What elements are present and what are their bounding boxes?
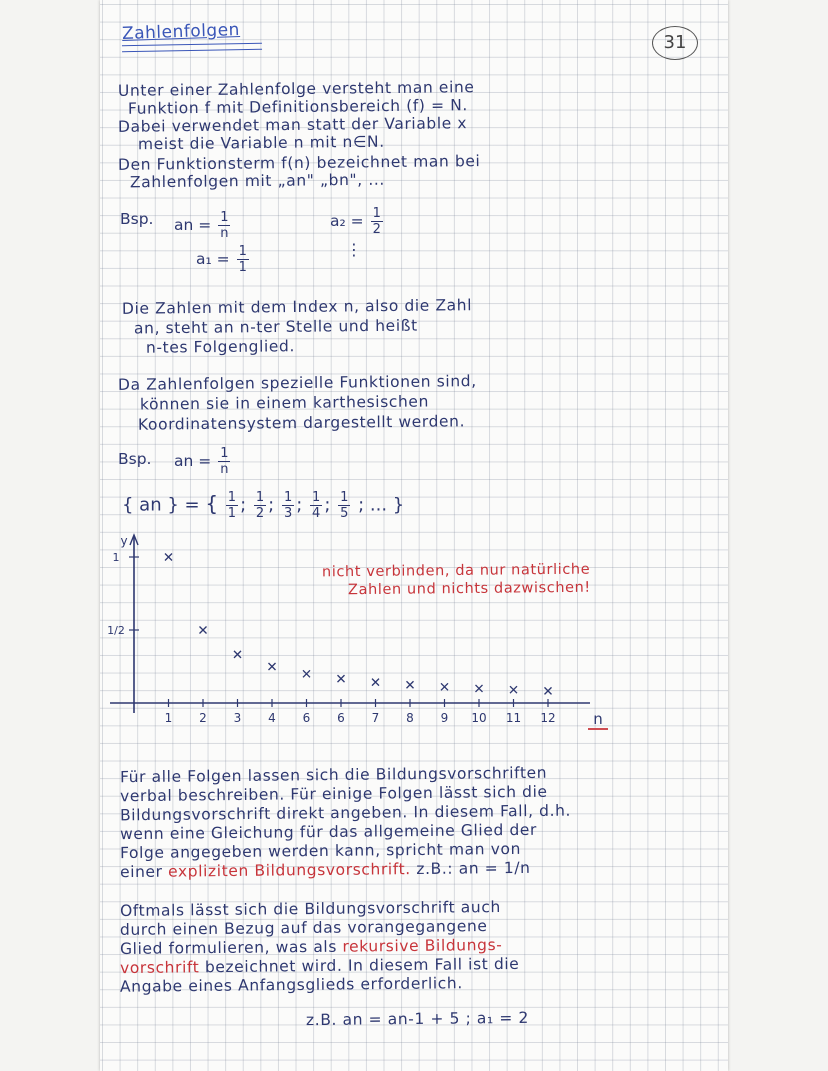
example1-a2-lhs: a₂ = bbox=[330, 212, 364, 230]
explicit-highlight: expliziten Bildungsvorschrift. bbox=[168, 860, 411, 881]
fraction-numerator: 1 bbox=[312, 490, 321, 505]
annotation-line-1: nicht verbinden, da nur natürliche bbox=[321, 561, 591, 581]
index-line-2: an, steht an n-ter Stelle und heißt bbox=[133, 316, 418, 338]
function-line-2: können sie in einem karthesischen bbox=[139, 392, 430, 414]
explicit-example: z.B.: an = 1/n bbox=[416, 858, 531, 879]
x-tick-label: 11 bbox=[505, 711, 522, 725]
fraction-denominator: n bbox=[220, 462, 229, 477]
fraction-denominator: 1 bbox=[227, 506, 237, 521]
index-line-3: n-tes Folgenglied. bbox=[145, 337, 296, 357]
example1-a1-lhs: a₁ = bbox=[196, 250, 230, 268]
example1-label: Bsp. bbox=[120, 210, 154, 228]
x-tick-label: 1 bbox=[164, 711, 173, 725]
explicit-line-4: wenn eine Gleichung für das allgemeine Glied der bbox=[119, 820, 538, 844]
x-tick-label: 12 bbox=[540, 711, 556, 725]
annotation-line-2: Zahlen und nichts dazwischen! bbox=[347, 579, 591, 599]
graph-axes bbox=[110, 534, 608, 729]
example2-set: { an } = { $\frac{1}{1}$ ; $\frac{1}{2}$ ; $\frac{1}{3}$ ; $\frac{1}{4}$ ; $\frac{1}{5}$ ; ... } bbox=[122, 490, 405, 521]
x-tick-label: 7 bbox=[371, 711, 380, 725]
data-point-x-mark bbox=[510, 686, 517, 693]
fraction-denominator: 1 bbox=[238, 260, 247, 275]
example1-an-lhs: an = bbox=[174, 216, 212, 234]
data-point-x-mark bbox=[234, 651, 241, 658]
y-axis-label: y bbox=[120, 534, 128, 548]
fraction-denominator: 3 bbox=[283, 506, 293, 521]
notebook-page bbox=[100, 0, 728, 1071]
fraction-denominator: 4 bbox=[312, 506, 321, 521]
set-open-brace: { bbox=[205, 491, 219, 516]
explicit-line-1: Für alle Folgen lassen sich die Bildungsvorschriften bbox=[119, 763, 548, 787]
intro-line-2: Funktion f mit Definitionsbereich (f) = N. bbox=[127, 96, 468, 118]
fraction-numerator: 1 bbox=[220, 210, 229, 225]
data-point-x-mark bbox=[338, 675, 345, 682]
data-point-x-mark bbox=[200, 627, 207, 634]
x-tick-label: 8 bbox=[406, 711, 414, 725]
recursive-line-1: Oftmals lässt sich die Bildungsvorschrift auch bbox=[119, 898, 501, 920]
data-point-x-mark bbox=[476, 685, 483, 692]
recursive-suffix: bezeichnet wird. In diesem Fall ist die bbox=[204, 954, 520, 977]
fraction-denominator: 5 bbox=[340, 506, 349, 521]
x-tick-label: 9 bbox=[440, 711, 449, 725]
example2-label: Bsp. bbox=[118, 450, 152, 468]
data-point-x-mark bbox=[269, 663, 276, 670]
data-point-x-mark bbox=[303, 670, 310, 677]
example1-dots: ⋮ bbox=[346, 240, 362, 259]
recursive-example: z.B. an = an-1 + 5 ; a₁ = 2 bbox=[305, 1008, 529, 1030]
explicit-line-2: verbal beschreiben. Für einige Folgen lässt sich die bbox=[119, 782, 548, 806]
fraction-denominator: n bbox=[220, 226, 229, 241]
index-line-1: Die Zahlen mit dem Index n, also die Zahl bbox=[121, 296, 473, 318]
data-point-x-mark bbox=[372, 679, 379, 686]
recursive-line-5: Angabe eines Anfangsglieds erforderlich. bbox=[119, 974, 463, 996]
fraction-numerator: 1 bbox=[238, 244, 247, 259]
graph-ticks bbox=[107, 551, 555, 725]
page-title: Zahlenfolgen bbox=[121, 19, 241, 45]
recursive-highlight-1: rekursive Bildungs- bbox=[342, 935, 503, 956]
x-tick-label: 6 bbox=[337, 711, 345, 725]
x-tick-label: 6 bbox=[302, 711, 311, 725]
intro-line-6: Zahlenfolgen mit „an" „bn", ... bbox=[129, 170, 385, 192]
intro-line-1: Unter einer Zahlenfolge versteht man eine bbox=[117, 78, 475, 100]
explicit-prefix: einer bbox=[119, 862, 163, 882]
fraction-numerator: 1 bbox=[220, 446, 229, 461]
recursive-prefix: Glied formulieren, was als bbox=[119, 937, 338, 959]
x-tick-label: 3 bbox=[233, 711, 242, 725]
set-lhs: { an } = bbox=[122, 494, 200, 516]
fraction-denominator: 2 bbox=[255, 506, 265, 521]
data-point-x-mark bbox=[407, 681, 414, 688]
intro-line-3: Dabei verwendet man statt der Variable x bbox=[117, 114, 468, 136]
data-point-x-mark bbox=[441, 683, 448, 690]
y-tick-label: 1 bbox=[112, 551, 120, 564]
x-tick-label: 10 bbox=[471, 711, 487, 725]
y-tick-label: 1/2 bbox=[107, 624, 125, 637]
function-line-1: Da Zahlenfolgen spezielle Funktionen sind, bbox=[117, 372, 477, 394]
fraction-numerator: 1 bbox=[340, 490, 349, 505]
intro-line-5: Den Funktionsterm f(n) bezeichnet man bei bbox=[117, 152, 481, 174]
explicit-line-3: Bildungsvorschrift direkt angeben. In diesem Fall, d.h. bbox=[119, 801, 572, 825]
recursive-line-2: durch einen Bezug auf das vorangegangene bbox=[119, 917, 488, 939]
x-tick-label: 2 bbox=[199, 711, 207, 725]
set-tail: ; ... } bbox=[358, 494, 405, 516]
fraction-numerator: 1 bbox=[372, 206, 381, 221]
intro-line-4: meist die Variable n mit n∈N. bbox=[137, 132, 385, 154]
page-number: 31 bbox=[652, 26, 698, 60]
example2-an-lhs: an = bbox=[174, 452, 212, 470]
explicit-line-5: Folge angegeben werden kann, spricht man von bbox=[119, 839, 522, 863]
function-line-3: Koordinatensystem dargestellt werden. bbox=[137, 412, 466, 434]
fraction-denominator: 2 bbox=[372, 222, 381, 237]
x-tick-label: 4 bbox=[268, 711, 276, 725]
data-point-x-mark bbox=[545, 687, 552, 694]
fraction-numerator: 1 bbox=[227, 490, 237, 505]
recursive-highlight-2: vorschrift bbox=[119, 958, 200, 978]
fraction-numerator: 1 bbox=[255, 490, 265, 505]
graph-points bbox=[165, 554, 552, 695]
data-point-x-mark bbox=[165, 554, 172, 561]
fraction-numerator: 1 bbox=[283, 490, 293, 505]
x-axis-label: n bbox=[593, 710, 603, 728]
